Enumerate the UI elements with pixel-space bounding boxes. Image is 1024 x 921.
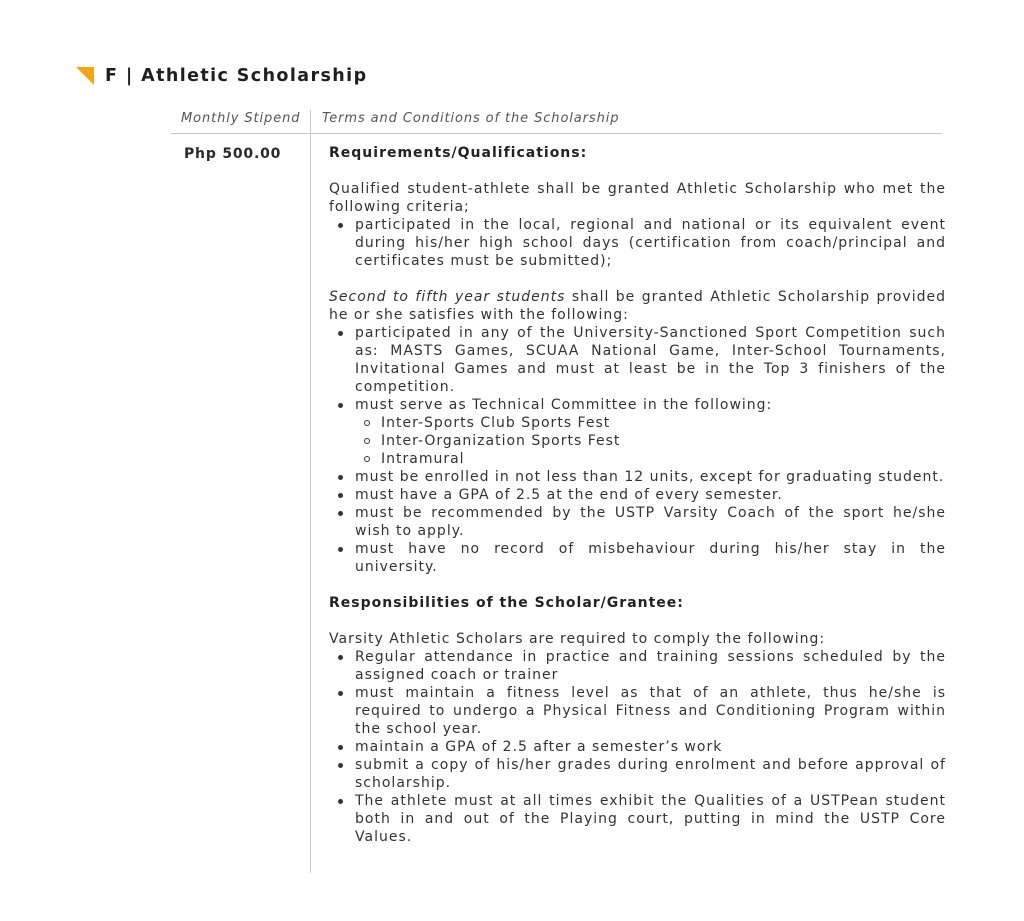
second-year-intro xyxy=(329,288,946,324)
list-item: must have no record of misbehaviour during his/her stay in the university. xyxy=(329,540,946,576)
stipend-value: Php 500.00 xyxy=(184,146,282,162)
list-item-technical-committee xyxy=(329,396,946,468)
sub-list-item: Inter-Sports Club Sports Fest xyxy=(355,414,946,432)
list-item: submit a copy of his/her grades during enrolment and before approval of scholarship. xyxy=(329,756,946,792)
requirements-heading: Requirements/Qualifications: xyxy=(329,145,588,161)
list-item: must be enrolled in not less than 12 units, except for graduating student. xyxy=(329,468,946,486)
spacer xyxy=(329,612,946,630)
second-year-list xyxy=(329,324,946,576)
technical-committee-list xyxy=(355,414,946,468)
list-item: Regular attendance in practice and training sessions scheduled by the assigned coach or trainer xyxy=(329,648,946,684)
section-header xyxy=(76,64,368,88)
section-title: F | Athletic Scholarship xyxy=(105,66,368,86)
header-terms-conditions: Terms and Conditions of the Scholarship xyxy=(322,111,620,126)
spacer xyxy=(329,576,946,594)
responsibilities-heading: Responsibilities of the Scholar/Grantee: xyxy=(329,595,684,611)
header-monthly-stipend: Monthly Stipend xyxy=(181,111,301,126)
list-item: participated in the local, regional and national or its equivalent event during his/her high school days (certification from coach/principal and certificates must be submitted); xyxy=(329,216,946,270)
corner-marker-icon xyxy=(76,67,94,85)
column-divider xyxy=(310,110,311,873)
spacer xyxy=(329,270,946,288)
corner-marker-shape xyxy=(76,67,94,85)
header-divider-right xyxy=(310,133,942,134)
list-item: must have a GPA of 2.5 at the end of every semester. xyxy=(329,486,946,504)
requirements-list xyxy=(329,216,946,270)
responsibilities-intro: Varsity Athletic Scholars are required to comply the following: xyxy=(329,631,826,647)
list-item-text: must serve as Technical Committee in the following: xyxy=(355,397,773,413)
list-item: participated in any of the University-Sanctioned Sport Competition such as: MASTS Games, SCUAA National Game, Inter-School Tournaments, Invitational Games and must at least be in the Top 3 finishers of the competition. xyxy=(329,324,946,396)
responsibilities-list xyxy=(329,648,946,846)
terms-content xyxy=(329,144,946,846)
second-year-intro-emphasis: Second to fifth year students xyxy=(329,289,566,305)
sub-list-item: Intramural xyxy=(355,450,946,468)
spacer xyxy=(329,162,946,180)
requirements-intro: Qualified student-athlete shall be granted Athletic Scholarship who met the following criteria; xyxy=(329,181,946,215)
second-year-intro-rest: shall be granted Athletic Scholarship provided he or she satisfies with the following: xyxy=(329,289,946,323)
list-item: The athlete must at all times exhibit the Qualities of a USTPean student both in and out of the Playing court, putting in mind the USTP Core Values. xyxy=(329,792,946,846)
list-item: must be recommended by the USTP Varsity Coach of the sport he/she wish to apply. xyxy=(329,504,946,540)
list-item: must maintain a fitness level as that of an athlete, thus he/she is required to undergo a Physical Fitness and Conditioning Program within the school year. xyxy=(329,684,946,738)
sub-list-item: Inter-Organization Sports Fest xyxy=(355,432,946,450)
header-divider-left xyxy=(171,133,311,134)
list-item: maintain a GPA of 2.5 after a semester’s work xyxy=(329,738,946,756)
